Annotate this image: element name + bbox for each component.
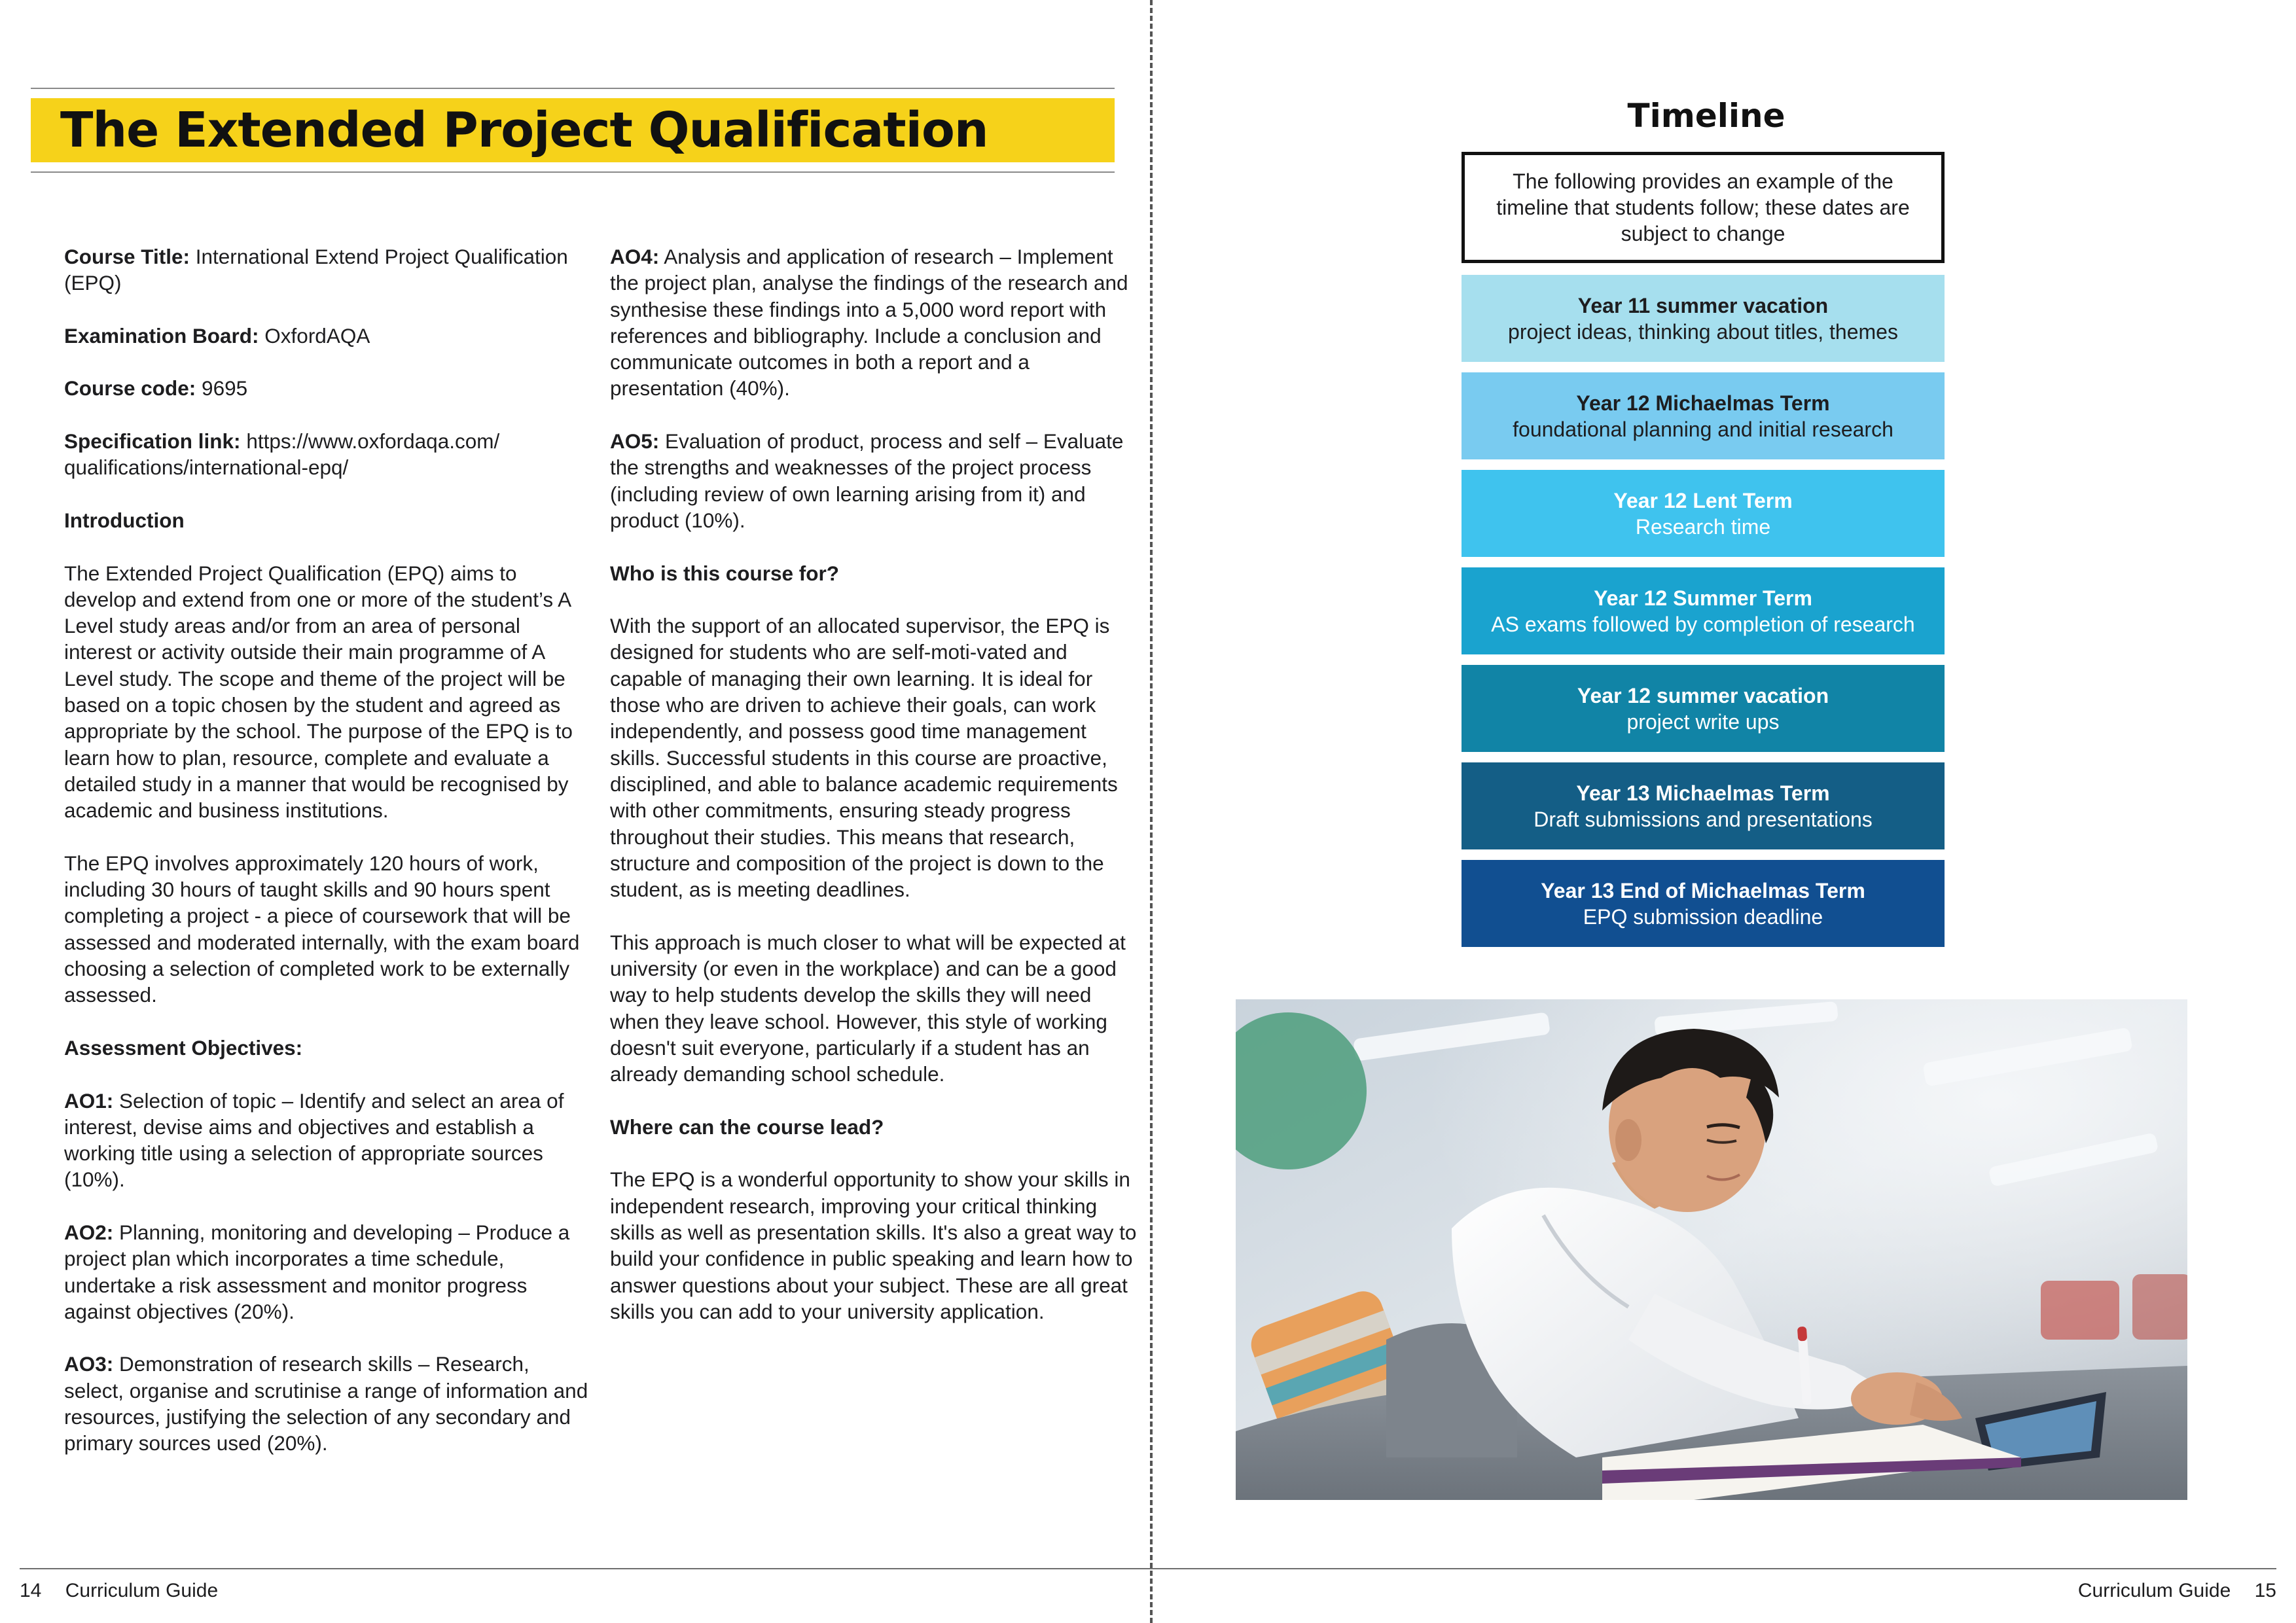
timeline-step: Year 12 Summer Term AS exams followed by completion of research (1462, 567, 1945, 654)
ao3-paragraph: AO3: Demonstration of research skills – Research, select, organise and scrutinise a range of information and resources, justifying the selection of any secondary and primary sources used (20%). (64, 1352, 588, 1455)
course-title-row: Course Title: International Extend Project Qualification (EPQ) (64, 245, 568, 295)
student-writing-photo (1236, 999, 2187, 1500)
left-text-column (64, 243, 591, 1483)
footer-label-left: Curriculum Guide (65, 1580, 219, 1601)
title-banner (31, 98, 1115, 162)
timeline-step: Year 13 End of Michaelmas Term EPQ submission deadline (1462, 860, 1945, 947)
page-spine (1150, 0, 1153, 1623)
timeline-step: Year 11 summer vacation project ideas, thinking about titles, themes (1462, 275, 1945, 362)
timeline-title: Timeline (1627, 97, 1785, 135)
spec-link[interactable]: https://www.oxfordaqa.com/ qualifications/international-epq/ (64, 429, 500, 480)
who-paragraph-1: With the support of an allocated supervisor, the EPQ is designed for students who are self-moti-vated and capable of managing their own learning. It is ideal for those who are driven to achieve their goals, can work independently, and possess good time management skills. Successful students in this course are proactive, disciplined, and able to balance academic requirements with other commitments, ensuring steady progress throughout their studies. This means that research, structure and composition of the project is down to the student, as is meeting deadlines. (610, 614, 1118, 902)
footer-right (2078, 1580, 2276, 1602)
page-number-right: 15 (2254, 1580, 2276, 1601)
spec-link-row: Specification link: https://www.oxfordaqa.com/ qualifications/international-epq/ (64, 429, 500, 480)
who-heading: Who is this course for? (610, 561, 840, 585)
title-bottom-rule (31, 171, 1115, 173)
ao4-paragraph: AO4: Analysis and application of research – Implement the project plan, analyse the findings of the research and synthesise these findings into a 5,000 word report with references and bibliography. Include a conclusion and communicate outcomes in both a report and a presentation (40%). (610, 245, 1128, 401)
who-paragraph-2: This approach is much closer to what will be expected at university (or even in the workplace) and can be a good way to help students develop the skills they will need when they leave school. However, this style of working doesn't suit everyone, particularly if a student has an already demanding school schedule. (610, 930, 1126, 1086)
timeline-step: Year 12 Lent Term Research time (1462, 470, 1945, 557)
ao2-paragraph: AO2: Planning, monitoring and developing – Produce a project plan which incorporates a time schedule, undertake a risk assessment and monitor progress against objectives (20%). (64, 1220, 570, 1323)
timeline-step: Year 12 summer vacation project write ups (1462, 665, 1945, 752)
course-code-row: Course code: 9695 (64, 376, 248, 401)
footer-rule (20, 1568, 2276, 1569)
page-number-left: 14 (20, 1580, 42, 1601)
timeline-step: Year 13 Michaelmas Term Draft submissions and presentations (1462, 762, 1945, 849)
right-text-column (610, 243, 1137, 1351)
lead-heading: Where can the course lead? (610, 1115, 884, 1139)
timeline-intro-box (1462, 152, 1945, 263)
timeline-intro-text: The following provides an example of the timeline that students follow; these dates are subject to change (1496, 169, 1910, 245)
footer-label-right: Curriculum Guide (2077, 1580, 2231, 1601)
timeline-steps (1462, 275, 1945, 957)
page-title: The Extended Project Qualification (60, 102, 988, 158)
lead-paragraph: The EPQ is a wonderful opportunity to show your skills in independent research, improving your critical thinking skills as well as presentation skills. It's also a great way to build your confidence in public speaking and learn how to answer questions about your subject. These are all great skills you can add to your university application. (610, 1168, 1137, 1323)
ao1-paragraph: AO1: Selection of topic – Identify and select an area of interest, devise aims and objectives and establish a working title using a selection of appropriate sources (10%). (64, 1088, 564, 1192)
assessment-objectives-heading: Assessment Objectives: (64, 1035, 303, 1060)
intro-heading: Introduction (64, 508, 185, 532)
intro-paragraph-2: The EPQ involves approximately 120 hours of work, including 30 hours of taught skills and 90 hours spent completing a project - a piece of coursework that will be assessed and moderated internally, with the exam board choosing a selection of completed work to be externally assessed. (64, 851, 580, 1007)
intro-paragraph-1: The Extended Project Qualification (EPQ) aims to develop and extend from one or more of the student’s A Level study areas and/or from an area of personal interest or activity outside their main programme of A Level study. The scope and theme of the project will be based on a topic chosen by the student and agreed as appropriate by the school. The purpose of the EPQ is to learn how to plan, resource, complete and evaluate a detailed study in a manner that would be recognised by academic and business institutions. (64, 561, 573, 823)
footer-left (20, 1580, 218, 1602)
ao5-paragraph: AO5: Evaluation of product, process and self – Evaluate the strengths and weaknesses of the project process (including review of own learning arising from it) and product (10%). (610, 429, 1124, 532)
title-top-rule (31, 88, 1115, 89)
exam-board-row: Examination Board: OxfordAQA (64, 323, 370, 348)
timeline-step: Year 12 Michaelmas Term foundational planning and initial research (1462, 372, 1945, 459)
